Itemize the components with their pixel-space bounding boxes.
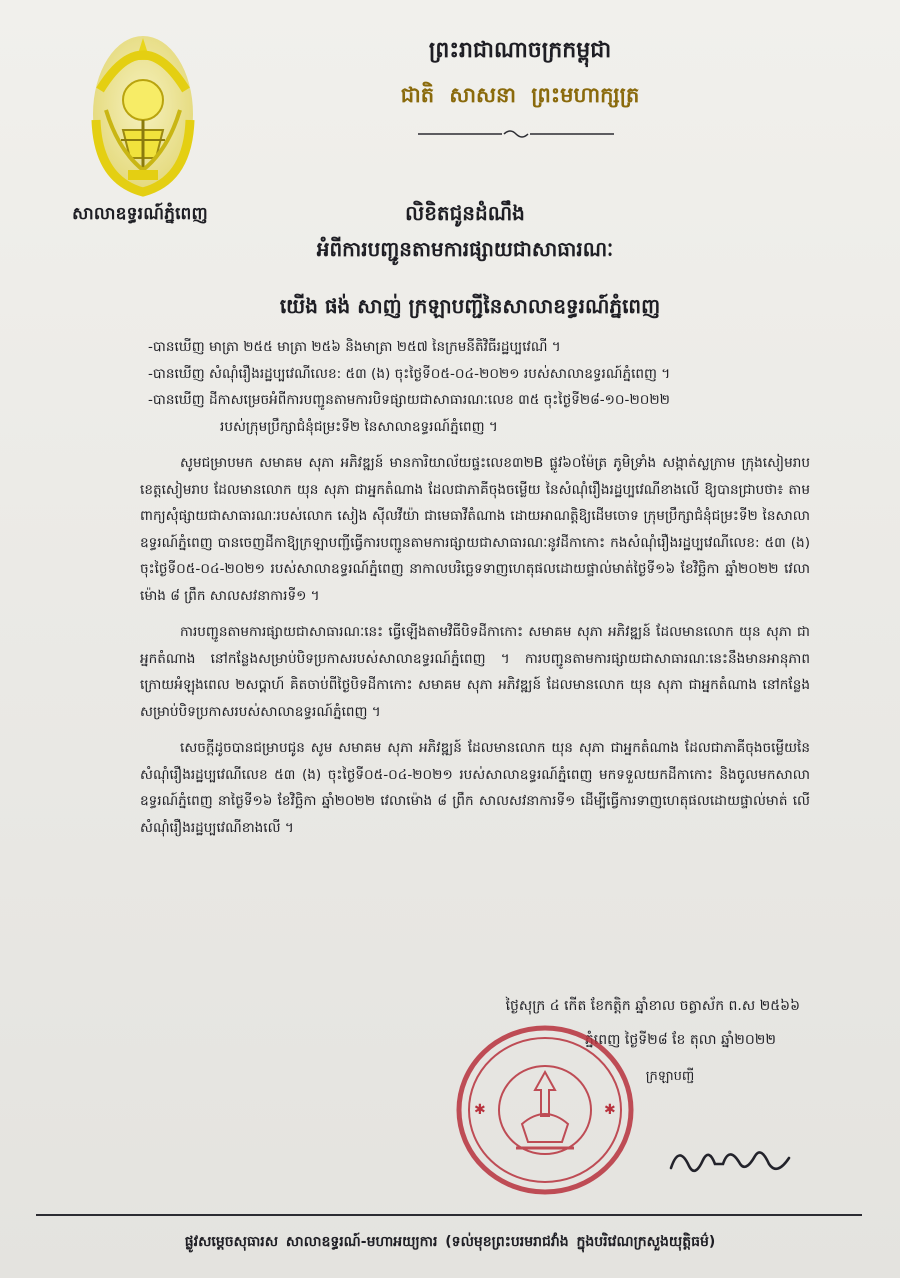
notice-body — [140, 334, 810, 841]
clerk-heading: យើង ផង់ សាញ់ ក្រឡាបញ្ជីនៃសាលាឧទ្ធរណ៍ភ្នំពេញ — [279, 294, 661, 318]
ornamental-divider — [418, 128, 614, 140]
recital-2: -បានឃើញ សំណុំរឿងរដ្ឋប្បវេណីលេខ: ៥៣ (ង) ចុះថ្ងៃទី០៥-០៤-២០២១ របស់សាលាឧទ្ធរណ៍ភ្នំពេញ ។ — [148, 365, 671, 382]
signer-name — [660, 1146, 810, 1174]
national-motto: ជាតិ សាសនា ព្រះមហាក្សត្រ — [400, 83, 640, 107]
organization-name: សាលាឧទ្ធរណ៍ភ្នំពេញ — [72, 204, 208, 224]
lunar-date: ថ្ងៃសុក្រ ៤ កើត ខែកត្តិក ឆ្នាំខាល ចត្វាស័ក ព.ស ២៥៦៦ — [505, 998, 800, 1014]
kingdom-heading: ព្រះរាជាណាចក្រកម្ពុជា — [428, 38, 612, 63]
paragraph-3: សេចក្តីដូចបានជម្រាបជូន សូម សមាគម សុភា អភិវឌ្ឍន៍ ដែលមានលោក យុន សុភា ជាអ្នកតំណាង ដែលជាភាគីចុងចម្លើយនៃសំណុំរឿងរដ្ឋប្បវេណីលេខ ៥៣ (ង) ចុះថ្ងៃទី០៥-០៤-២០២១ របស់សាលាឧទ្ធរណ៍ភ្នំពេញ មកទទួលយកដីកាកោះ និងចូលមកសាលាឧទ្ធរណ៍ភ្នំពេញ នាថ្ងៃទី១៦ ខែវិច្ឆិកា ឆ្នាំ២០២២ វេលាម៉ោង ៨ ព្រឹក សាលសវនាការទី១ ដើម្បីធ្វើការទាញហេតុផលដោយផ្ទាល់មាត់ លើសំណុំរឿងរដ្ឋប្បវេណីខាងលើ ។ — [140, 740, 810, 836]
recital-3-continued: របស់ក្រុមប្រឹក្សាជំនុំជម្រះទី២ នៃសាលាឧទ្ធរណ៍ភ្នំពេញ ។ — [220, 418, 498, 435]
signer-title: ក្រឡាបញ្ជី — [645, 1069, 695, 1084]
paragraph-1: សូមជម្រាបមក សមាគម សុភា អភិវឌ្ឍន៍ មានការិយាល័យផ្ទះលេខ៣២B ផ្លូវ៦០ម៉ែត្រ ភូមិទ្រាំង សង្កាត់ស្លក្រាម ក្រុងសៀមរាប ខេត្តសៀមរាប ដែលមានលោក យុន សុភា ជាអ្នកតំណាង ដែលជាភាគីចុងចម្លើយ នៃសំណុំរឿងរដ្ឋប្បវេណីខាងលើ ឱ្យបានជ្រាបថា៖ តាមពាក្យសុំផ្សាយជាសាធារណៈរបស់លោក សៀង ស៊ីលវីយ៉ា ជាមេធាវីតំណាង ដោយអាណត្តិឱ្យដើមចោទ ក្រុមប្រឹក្សាជំនុំជម្រះទី២ នៃសាលាឧទ្ធរណ៍ភ្នំពេញ បានចេញដីកាឱ្យក្រឡាបញ្ជីធ្វើការបញ្ជូនតាមការផ្សាយជាសាធារណៈនូវដីកាកោះ កងសំណុំរឿងរដ្ឋប្បវេណីលេខ: ៥៣ (ង) ចុះថ្ងៃទី០៥-០៤-២០២១ របស់សាលាឧទ្ធរណ៍ភ្នំពេញ នាកាលបរិច្ឆេទទាញហេតុផលដោយផ្ទាល់មាត់ថ្ងៃទី១៦ ខែវិច្ឆិកា ឆ្នាំ២០២២ វេលាម៉ោង ៨ ព្រឹក សាលសវនាការទី១ ។ — [140, 455, 810, 604]
svg-text:✱: ✱ — [474, 1102, 486, 1118]
document-title: លិខិតជូនដំណឹង — [405, 201, 525, 225]
recital-3: -បានឃើញ ដីកាសម្រេចអំពីការបញ្ជូនតាមការបិទផ្សាយជាសាធារណៈលេខ ៣៥ ចុះថ្ងៃទី២៨-១០-២០២២ — [148, 392, 670, 408]
document-subtitle: អំពីការបញ្ជូនតាមការផ្សាយជាសាធារណៈ — [316, 237, 614, 261]
court-emblem-icon — [88, 30, 198, 198]
paragraph-2: ការបញ្ជូនតាមការផ្សាយជាសាធារណៈនេះ ធ្វើឡើងតាមវិធីបិទដីកាកោះ សមាគម សុភា អភិវឌ្ឍន៍ ដែលមានលោក យុន សុភា ជាអ្នកតំណាង នៅកន្លែងសម្រាប់បិទប្រកាសរបស់សាលាឧទ្ធរណ៍ភ្នំពេញ ។ ការបញ្ជូនតាមការផ្សាយជាសាធារណៈនេះនឹងមានអានុភាព ក្រោយអំឡុងពេល ២សប្តាហ៍ គិតចាប់ពីថ្ងៃបិទដីកាកោះ សមាគម សុភា អភិវឌ្ឍន៍ ដែលមានលោក យុន សុភា ជាអ្នកតំណាង នៅកន្លែងសម្រាប់បិទប្រកាសរបស់សាលាឧទ្ធរណ៍ភ្នំពេញ ។ — [140, 624, 810, 720]
recital-1: -បានឃើញ មាត្រា ២៥៥ មាត្រា ២៥៦ និងមាត្រា ២៥៧ នៃក្រមនីតិវិធីរដ្ឋប្បវេណី ។ — [148, 339, 561, 355]
solar-date: ភ្នំពេញ ថ្ងៃទី២៨ ខែ តុលា ឆ្នាំ២០២២ — [584, 1032, 776, 1048]
svg-text:✱: ✱ — [604, 1102, 616, 1118]
footer-address: ផ្លូវសម្តេចសុធារស សាលាឧទ្ធរណ៍-មហាអយ្យការ (ទល់មុខព្រះបរមរាជវាំង ក្នុងបរិវេណក្រសួងយុត្តិធម៌) — [184, 1234, 716, 1250]
official-seal-icon — [452, 1020, 638, 1200]
footer-divider — [36, 1214, 862, 1216]
